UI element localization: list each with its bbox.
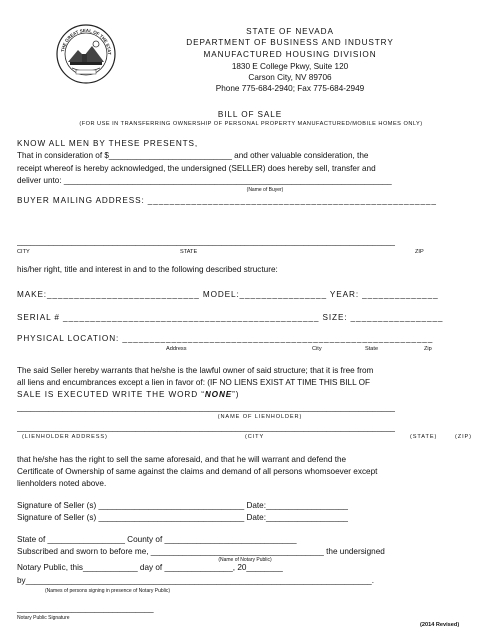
defend-text-2: Certificate of Ownership of same against the claims and demand of all persons whomsoever except — [17, 467, 378, 476]
agency-department: DEPARTMENT OF BUSINESS AND INDUSTRY — [186, 38, 394, 47]
document-title: BILL OF SALE — [217, 110, 283, 119]
know-all-men: KNOW ALL MEN BY THESE PRESENTS, — [17, 139, 199, 148]
name-of-notary-label: (Name of Notary Public) — [218, 557, 272, 563]
names-persons-label: (Names of persons signing in presence of Notary Public) — [45, 588, 171, 594]
state-label: STATE — [180, 249, 198, 255]
location-state-label: State — [365, 346, 379, 352]
warranty-text-1: The said Seller hereby warrants that he/she is the lawful owner of said structure; that it is free from — [17, 366, 374, 375]
none-word: NONE — [204, 390, 233, 399]
state-county-field[interactable]: State of _________________ County of _____________________________ — [17, 535, 297, 544]
lienholder-city-label: (CITY — [245, 434, 265, 440]
buyer-mailing-address-field[interactable]: BUYER MAILING ADDRESS: _____________________________________________________ — [17, 196, 437, 205]
deliver-unto-field[interactable]: deliver unto: ________________________________________________________________________ — [17, 176, 392, 185]
notary-date-field[interactable]: Notary Public, this____________ day of _______________, 20________ — [17, 563, 283, 572]
seller-signature-1-field[interactable]: Signature of Seller (s) ________________________________ Date:__________________ — [17, 501, 348, 510]
svg-text:THE GREAT SEAL OF THE STATE: THE GREAT SEAL OF THE STAT — [60, 27, 113, 55]
serial-size-field[interactable]: SERIAL # _______________________________________________ SIZE: _________________ — [17, 313, 444, 322]
name-of-buyer-label: (Name of Buyer) — [246, 187, 284, 193]
agency-city: Carson City, NV 89706 — [248, 73, 332, 82]
defend-text-3: lienholders noted above. — [17, 479, 107, 488]
location-city-label: City — [312, 346, 322, 352]
subscribed-sworn-field[interactable]: Subscribed and sworn to before me, ______________________________________ the undersigned — [17, 547, 385, 556]
lienholder-name-field[interactable]: ___________________________________________________________________________________ — [17, 403, 395, 412]
notary-signature-field[interactable]: ______________________________ — [17, 604, 154, 613]
lienholder-state-label: (STATE) — [410, 434, 438, 440]
location-address-label: Address — [166, 346, 187, 352]
right-title-interest-line: his/her right, title and interest in and to the following described structure: — [17, 265, 278, 274]
physical-location-field[interactable]: PHYSICAL LOCATION: _________________________________________________________ — [17, 334, 434, 343]
signers-names-field[interactable]: by____________________________________________________________________________. — [17, 576, 374, 585]
make-model-year-field[interactable]: MAKE:____________________________ MODEL:________________ YEAR: ______________ — [17, 290, 439, 299]
city-label: CITY — [17, 249, 30, 255]
name-of-lienholder-label: (NAME OF LIENHOLDER) — [217, 414, 303, 420]
consideration-line: That in consideration of $___________________________ and other valuable consideration, the — [17, 151, 369, 160]
zip-label: ZIP — [415, 249, 424, 255]
receipt-line: receipt whereof is hereby acknowledged, the undersigned (SELLER) does hereby sell, transfer and — [17, 164, 376, 173]
document-subtitle: (FOR USE IN TRANSFERRING OWNERSHIP OF PERSONAL PROPERTY MANUFACTURED/MOBILE HOMES ONLY) — [79, 121, 423, 127]
lienholder-zip-label: (ZIP) — [455, 434, 472, 440]
revision-note: (2014 Revised) — [420, 622, 460, 628]
agency-division: MANUFACTURED HOUSING DIVISION — [203, 50, 377, 59]
notary-signature-label: Notary Public Signature — [17, 615, 70, 621]
lienholder-address-field[interactable]: ___________________________________________________________________________________ — [17, 423, 395, 432]
seller-signature-2-field[interactable]: Signature of Seller (s) ________________________________ Date:__________________ — [17, 513, 348, 522]
defend-text-1: that he/she has the right to sell the same aforesaid, and that he will warrant and defend the — [17, 455, 347, 464]
warranty-text-2: all liens and encumbrances except a lien in favor of: (IF NO LIENS EXIST AT TIME THIS BILL OF — [17, 378, 370, 387]
buyer-address-line2[interactable]: ___________________________________________________________________________________ — [17, 237, 395, 246]
location-zip-label: Zip — [424, 346, 432, 352]
nevada-state-seal — [56, 24, 116, 84]
agency-phone: Phone 775-684-2940; Fax 775-684-2949 — [215, 84, 365, 93]
lienholder-address-label: (LIENHOLDER ADDRESS) — [22, 434, 108, 440]
agency-address: 1830 E College Pkwy, Suite 120 — [231, 62, 349, 71]
agency-state: STATE OF NEVADA — [246, 27, 334, 36]
warranty-text-3: SALE IS EXECUTED WRITE THE WORD “NONE”) — [17, 390, 240, 399]
